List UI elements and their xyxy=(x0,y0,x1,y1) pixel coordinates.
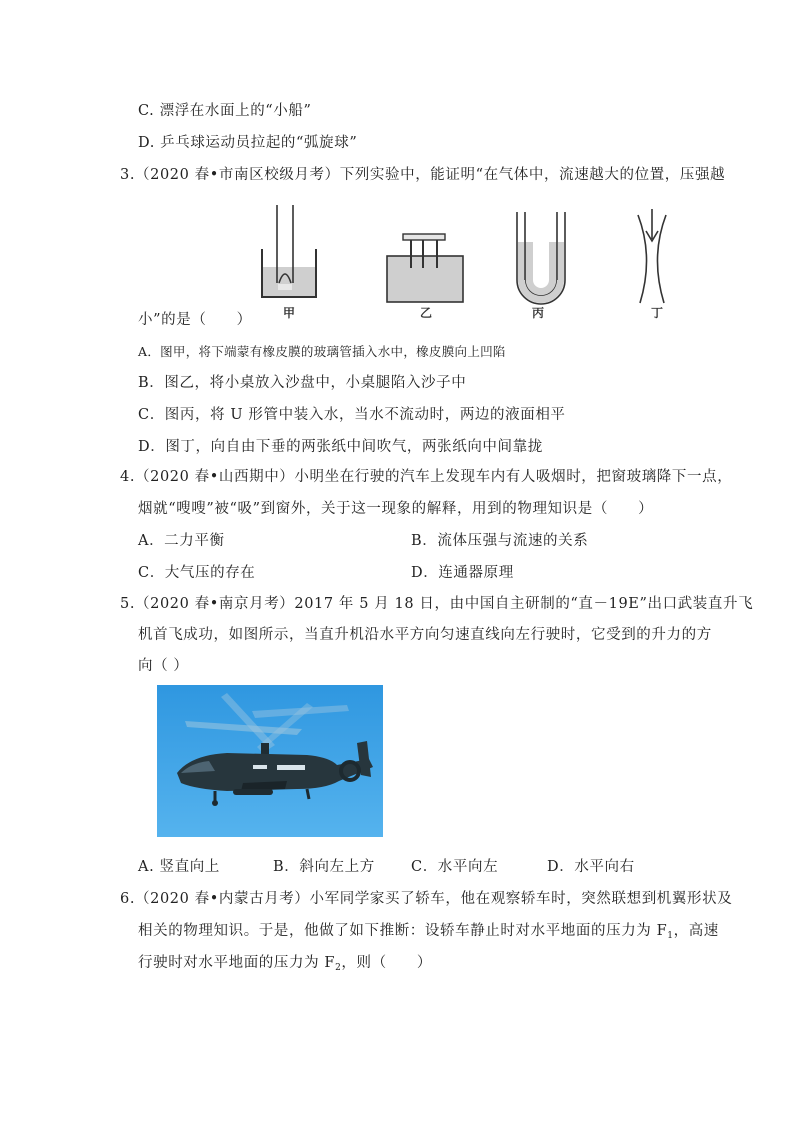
q4-option-a: A．二力平衡 xyxy=(138,533,225,549)
figure-label-ding: 丁 xyxy=(651,306,664,320)
q5-stem-line2: 机首飞成功，如图所示，当直升机沿水平方向匀速直线向左行驶时，它受到的升力的方 xyxy=(138,627,712,643)
q4-option-d: D．连通器原理 xyxy=(411,565,514,581)
q4-stem-line2: 烟就“嗖嗖”被“吸”到窗外，关于这一现象的解释，用到的物理知识是（ ） xyxy=(138,501,654,517)
q6-stem-line2-end: ，高速 xyxy=(673,923,719,939)
q5-option-b: B．斜向左上方 xyxy=(273,859,375,875)
figure-label-jia: 甲 xyxy=(283,306,296,320)
f2-subscript: 2 xyxy=(335,963,342,973)
q3-stem-line2: 小”的是（ ） xyxy=(138,312,252,328)
q6-stem-line3-text: 行驶时对水平地面的压力为 F xyxy=(138,955,336,971)
q6-stem-line3-end: ，则（ ） xyxy=(341,955,433,971)
q6-stem-line2-text: 相关的物理知识。于是，他做了如下推断：设轿车静止时对水平地面的压力为 F xyxy=(138,923,668,939)
q4-option-c: C．大气压的存在 xyxy=(138,565,256,581)
q3-option-d: D．图丁，向自由下垂的两张纸中间吹气，两张纸向中间靠拢 xyxy=(138,439,543,455)
figure-label-bing: 丙 xyxy=(532,306,545,320)
q5-option-c: C．水平向左 xyxy=(411,859,499,875)
q4-stem-line1: 4.（2020 春•山西期中）小明坐在行驶的汽车上发现车内有人吸烟时，把窗玻璃降下一点， xyxy=(120,469,733,485)
figure-yi xyxy=(385,228,465,304)
q5-stem-line3: 向（ ） xyxy=(138,658,189,674)
q3-stem-line1: 3.（2020 春•市南区校级月考）下列实验中，能证明“在气体中，流速越大的位置，压强越 xyxy=(120,167,726,183)
q6-stem-line3 xyxy=(138,953,432,978)
figure-label-yi: 乙 xyxy=(420,306,433,320)
figure-bing xyxy=(513,210,569,306)
q6-stem-line1: 6.（2020 春•内蒙古月考）小军同学家买了轿车，他在观察轿车时，突然联想到机翼形状及 xyxy=(120,891,733,907)
figure-jia xyxy=(255,203,325,301)
q5-option-a: A. 竖直向上 xyxy=(138,859,220,875)
q3-option-a: A．图甲，将下端蒙有橡皮膜的玻璃管插入水中，橡皮膜向上凹陷 xyxy=(138,344,506,359)
q4-option-b: B．流体压强与流速的关系 xyxy=(411,533,589,549)
q6-stem-line2 xyxy=(138,921,719,946)
figure-ding xyxy=(632,207,672,307)
q2-option-c: C. 漂浮在水面上的“小船” xyxy=(138,103,312,119)
q5-option-d: D．水平向右 xyxy=(547,859,635,875)
helicopter-photo xyxy=(157,685,383,837)
q2-option-d: D. 乒乓球运动员拉起的“弧旋球” xyxy=(138,135,358,151)
q3-option-c: C．图丙，将 U 形管中装入水，当水不流动时，两边的液面相平 xyxy=(138,407,566,423)
f1-subscript: 1 xyxy=(667,931,674,941)
q5-stem-line1: 5.（2020 春•南京月考）2017 年 5 月 18 日，由中国自主研制的“直－19E”出口武装直升飞 xyxy=(120,596,754,612)
q3-option-b: B．图乙，将小桌放入沙盘中，小桌腿陷入沙子中 xyxy=(138,375,467,391)
